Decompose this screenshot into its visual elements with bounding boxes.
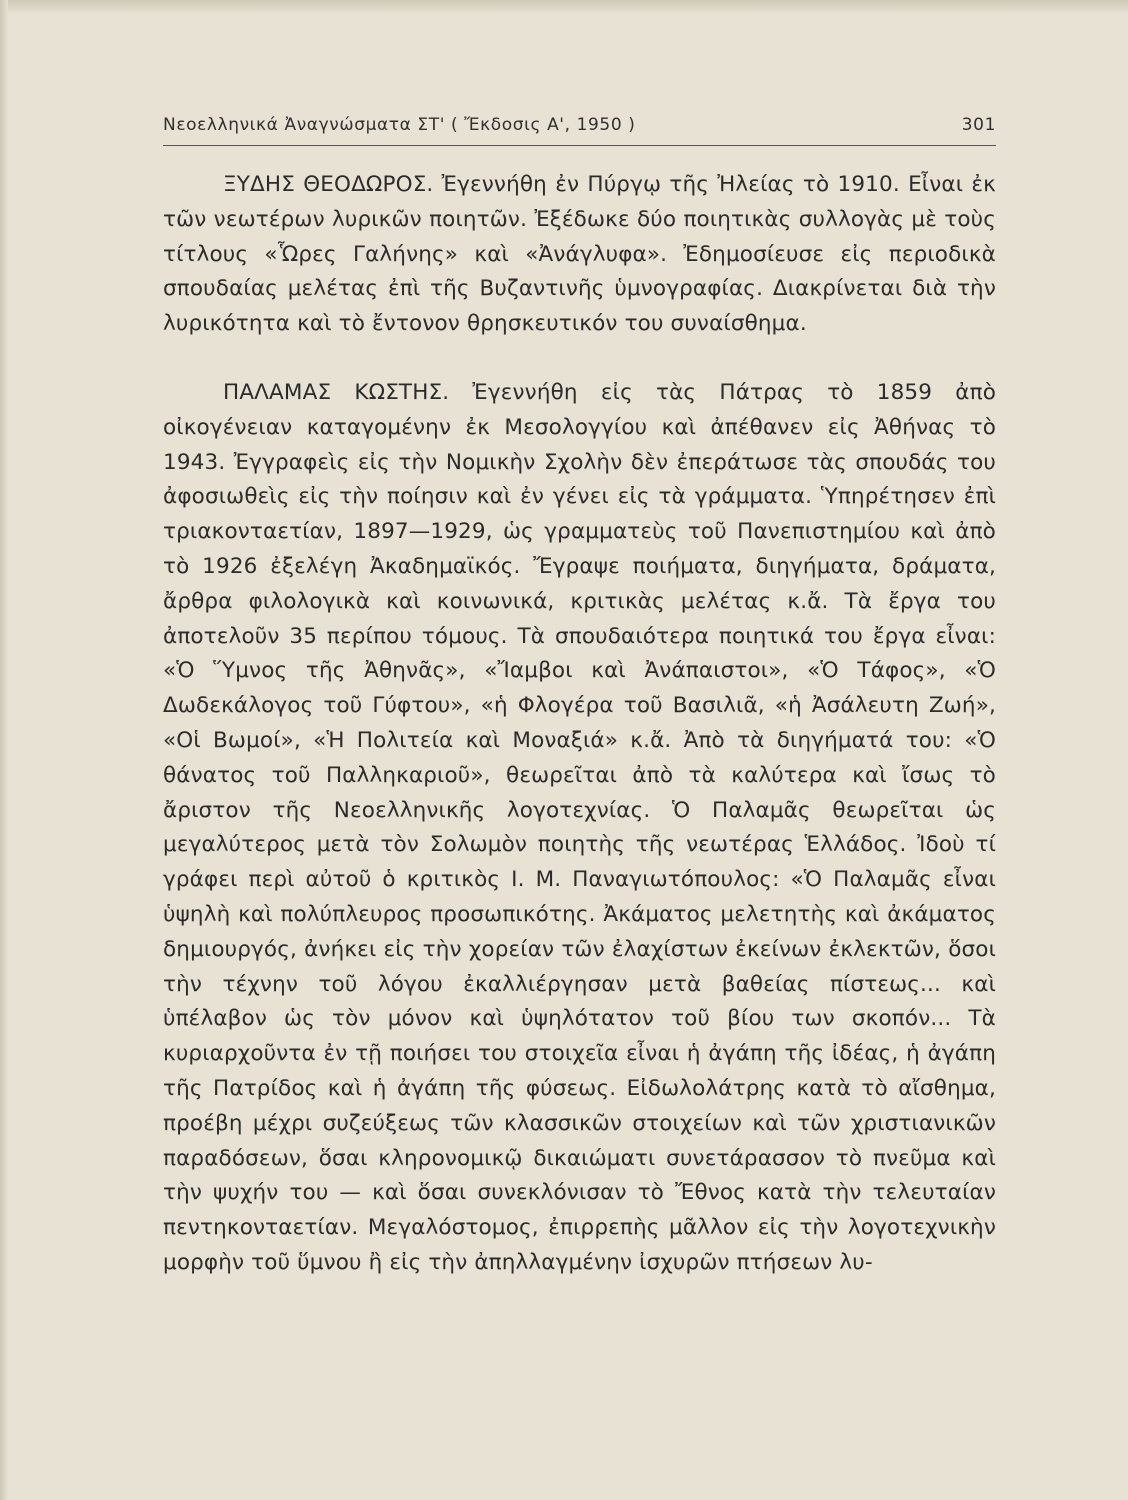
running-head [163, 115, 996, 146]
entry-xydis: ΞΥΔΗΣ ΘΕΟΔΩΡΟΣ. Ἐγεννήθη ἐν Πύργῳ τῆς Ἠλείας τὸ 1910. Εἶναι ἐκ τῶν νεωτέρων λυρικῶν ποιητῶν. Ἐξέδωκε δύο ποιητικὰς συλλογὰς μὲ τοὺς τίτλους «Ὧρες Γαλήνης» καὶ «Ἀνάγλυφα». Ἐδημοσίευσε εἰς περιοδικὰ σπουδαίας μελέτας ἐπὶ τῆς Βυζαντινῆς ὑμνογραφίας. Διακρίνεται διὰ τὴν λυρικότητα καὶ τὸ ἔντονον θρησκευτικόν του συναίσθημα. [163, 172, 996, 337]
running-head-title: Νεοελληνικά Ἀναγνώσματα ΣΤ' ( Ἔκδοσις Α', 1950 ) [163, 115, 636, 135]
entry-palamas: ΠΑΛΑΜΑΣ ΚΩΣΤΗΣ. Ἐγεννήθη εἰς τὰς Πάτρας τὸ 1859 ἀπὸ οἰκογένειαν καταγομένην ἐκ Μεσολογγίου καὶ ἀπέθανεν εἰς Ἀθήνας τὸ 1943. Ἐγγραφεὶς εἰς τὴν Νομικὴν Σχολὴν δὲν ἐπεράτωσε τὰς σπουδάς του ἀφοσιωθεὶς εἰς τὴν ποίησιν καὶ ἐν γένει εἰς τὰ γράμματα. Ὑπηρέτησεν ἐπὶ τριακονταετίαν, 1897—1929, ὡς γραμματεὺς τοῦ Πανεπιστημίου καὶ ἀπὸ τὸ 1926 ἐξελέγη Ἀκαδημαϊκός. Ἔγραψε ποιήματα, διηγήματα, δράματα, ἄρθρα φιλολογικὰ καὶ κοινωνικά, κριτικὰς μελέτας κ.ἄ. Τὰ ἔργα του ἀποτελοῦν 35 περίπου τόμους. Τὰ σπουδαιότερα ποιητικά του ἔργα εἶναι: «Ὁ Ὕμνος τῆς Ἀθηνᾶς», «Ἴαμβοι καὶ Ἀνάπαιστοι», «Ὁ Τάφος», «Ὁ Δωδεκάλογος τοῦ Γύφτου», «ἡ Φλογέρα τοῦ Βασιλιᾶ, «ἡ Ἀσάλευτη Ζωή», «Οἱ Βωμοί», «Ἡ Πολιτεία καὶ Μοναξιά» κ.ἄ. Ἀπὸ τὰ διηγήματά του: «Ὁ θάνατος τοῦ Παλληκαριοῦ», θεωρεῖται ἀπὸ τὰ καλύτερα καὶ ἴσως τὸ ἄριστον τῆς Νεοελληνικῆς λογοτεχνίας. Ὁ Παλαμᾶς θεωρεῖται ὡς μεγαλύτερος μετὰ τὸν Σολωμὸν ποιητὴς τῆς νεωτέρας Ἑλλάδος. Ἰδοὺ τί γράφει περὶ αὐτοῦ ὁ κριτικὸς Ι. Μ. Παναγιωτόπουλος: «Ὁ Παλαμᾶς εἶναι ὑψηλὴ καὶ πολύπλευρος προσωπικότης. Ἀκάματος μελετητὴς καὶ ἀκάματος δημιουργός, ἀνήκει εἰς τὴν χορείαν τῶν ἐλαχίστων ἐκείνων ἐκλεκτῶν, ὅσοι τὴν τέχνην τοῦ λόγου ἐκαλλιέργησαν μετὰ βαθείας πίστεως... καὶ ὑπέλαβον ὡς τὸν μόνον καὶ ὑψηλότατον τοῦ βίου των σκοπόν... Τὰ κυριαρχοῦντα ἐν τῇ ποιήσει του στοιχεῖα εἶναι ἡ ἀγάπη τῆς ἰδέας, ἡ ἀγάπη τῆς Πατρίδος καὶ ἡ ἀγάπη τῆς φύσεως. Εἰδωλολάτρης κατὰ τὸ αἴσθημα, προέβη μέχρι συζεύξεως τῶν κλασσικῶν στοιχείων καὶ τῶν χριστιανικῶν παραδόσεων, ὅσαι κληρονομικῷ δικαιώματι συνετάρασσον τὸ πνεῦμα καὶ τὴν ψυχήν του — καὶ ὅσαι συνεκλόνισαν τὸ Ἔθνος κατὰ τὴν τελευταίαν πεντηκονταετίαν. Μεγαλόστομος, ἐπιρρεπὴς μᾶλλον εἰς τὴν λογοτεχνικὴν μορφὴν τοῦ ὕμνου ἢ εἰς τὴν ἀπηλλαγμένην ἰσχυρῶν πτήσεων λυ- [163, 379, 996, 1275]
book-page [163, 115, 996, 1281]
body-text [163, 168, 996, 1281]
scan-edge [0, 0, 1128, 14]
scan-edge-left [0, 0, 8, 1500]
page-number: 301 [961, 115, 996, 135]
